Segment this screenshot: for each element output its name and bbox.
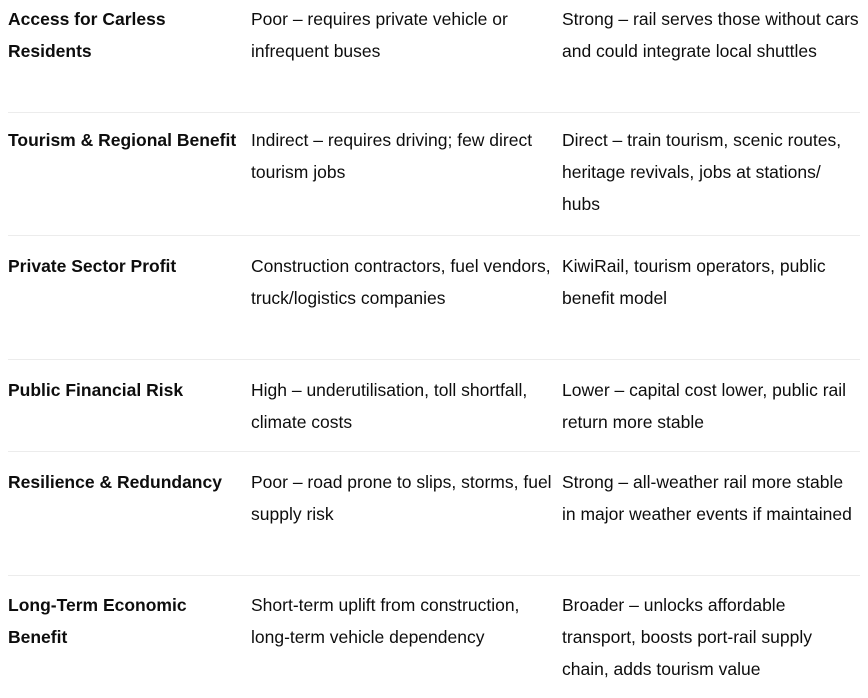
criterion-cell: Tourism & Regional Benefit <box>8 130 237 150</box>
table-row <box>8 576 860 698</box>
table-row <box>8 113 860 236</box>
table-row <box>8 360 860 452</box>
criterion-cell: Resilience & Redundancy <box>8 472 222 492</box>
table-row <box>8 0 860 113</box>
rail-option-cell: KiwiRail, tourism operators, public benefit model <box>562 256 826 308</box>
road-option-cell: High – underutilisation, toll shortfall, climate costs <box>251 380 528 432</box>
comparison-table <box>8 0 860 698</box>
criterion-cell: Access for Carless Residents <box>8 9 166 61</box>
rail-option-cell: Strong – all-weather rail more stable in major weather events if maintained <box>562 472 852 524</box>
criterion-cell: Long-Term Economic Benefit <box>8 595 187 647</box>
rail-option-cell: Lower – capital cost lower, public rail return more stable <box>562 380 847 432</box>
road-option-cell: Poor – requires private vehicle or infrequent buses <box>251 9 508 61</box>
road-option-cell: Indirect – requires driving; few direct tourism jobs <box>251 130 533 182</box>
rail-option-cell: Strong – rail serves those without cars and could integrate local shuttles <box>562 9 859 61</box>
table-row <box>8 236 860 360</box>
criterion-cell: Private Sector Profit <box>8 256 177 276</box>
road-option-cell: Poor – road prone to slips, storms, fuel supply risk <box>251 472 552 524</box>
rail-option-cell: Broader – unlocks affordable transport, boosts port-rail supply chain, adds tourism value <box>562 595 812 679</box>
criterion-cell: Public Financial Risk <box>8 380 184 400</box>
rail-option-cell: Direct – train tourism, scenic routes, heritage revivals, jobs at stations/ hubs <box>562 130 842 214</box>
road-option-cell: Construction contractors, fuel vendors, truck/logistics companies <box>251 256 551 308</box>
table-row <box>8 452 860 576</box>
road-option-cell: Short-term uplift from construction, long-term vehicle dependency <box>251 595 520 647</box>
